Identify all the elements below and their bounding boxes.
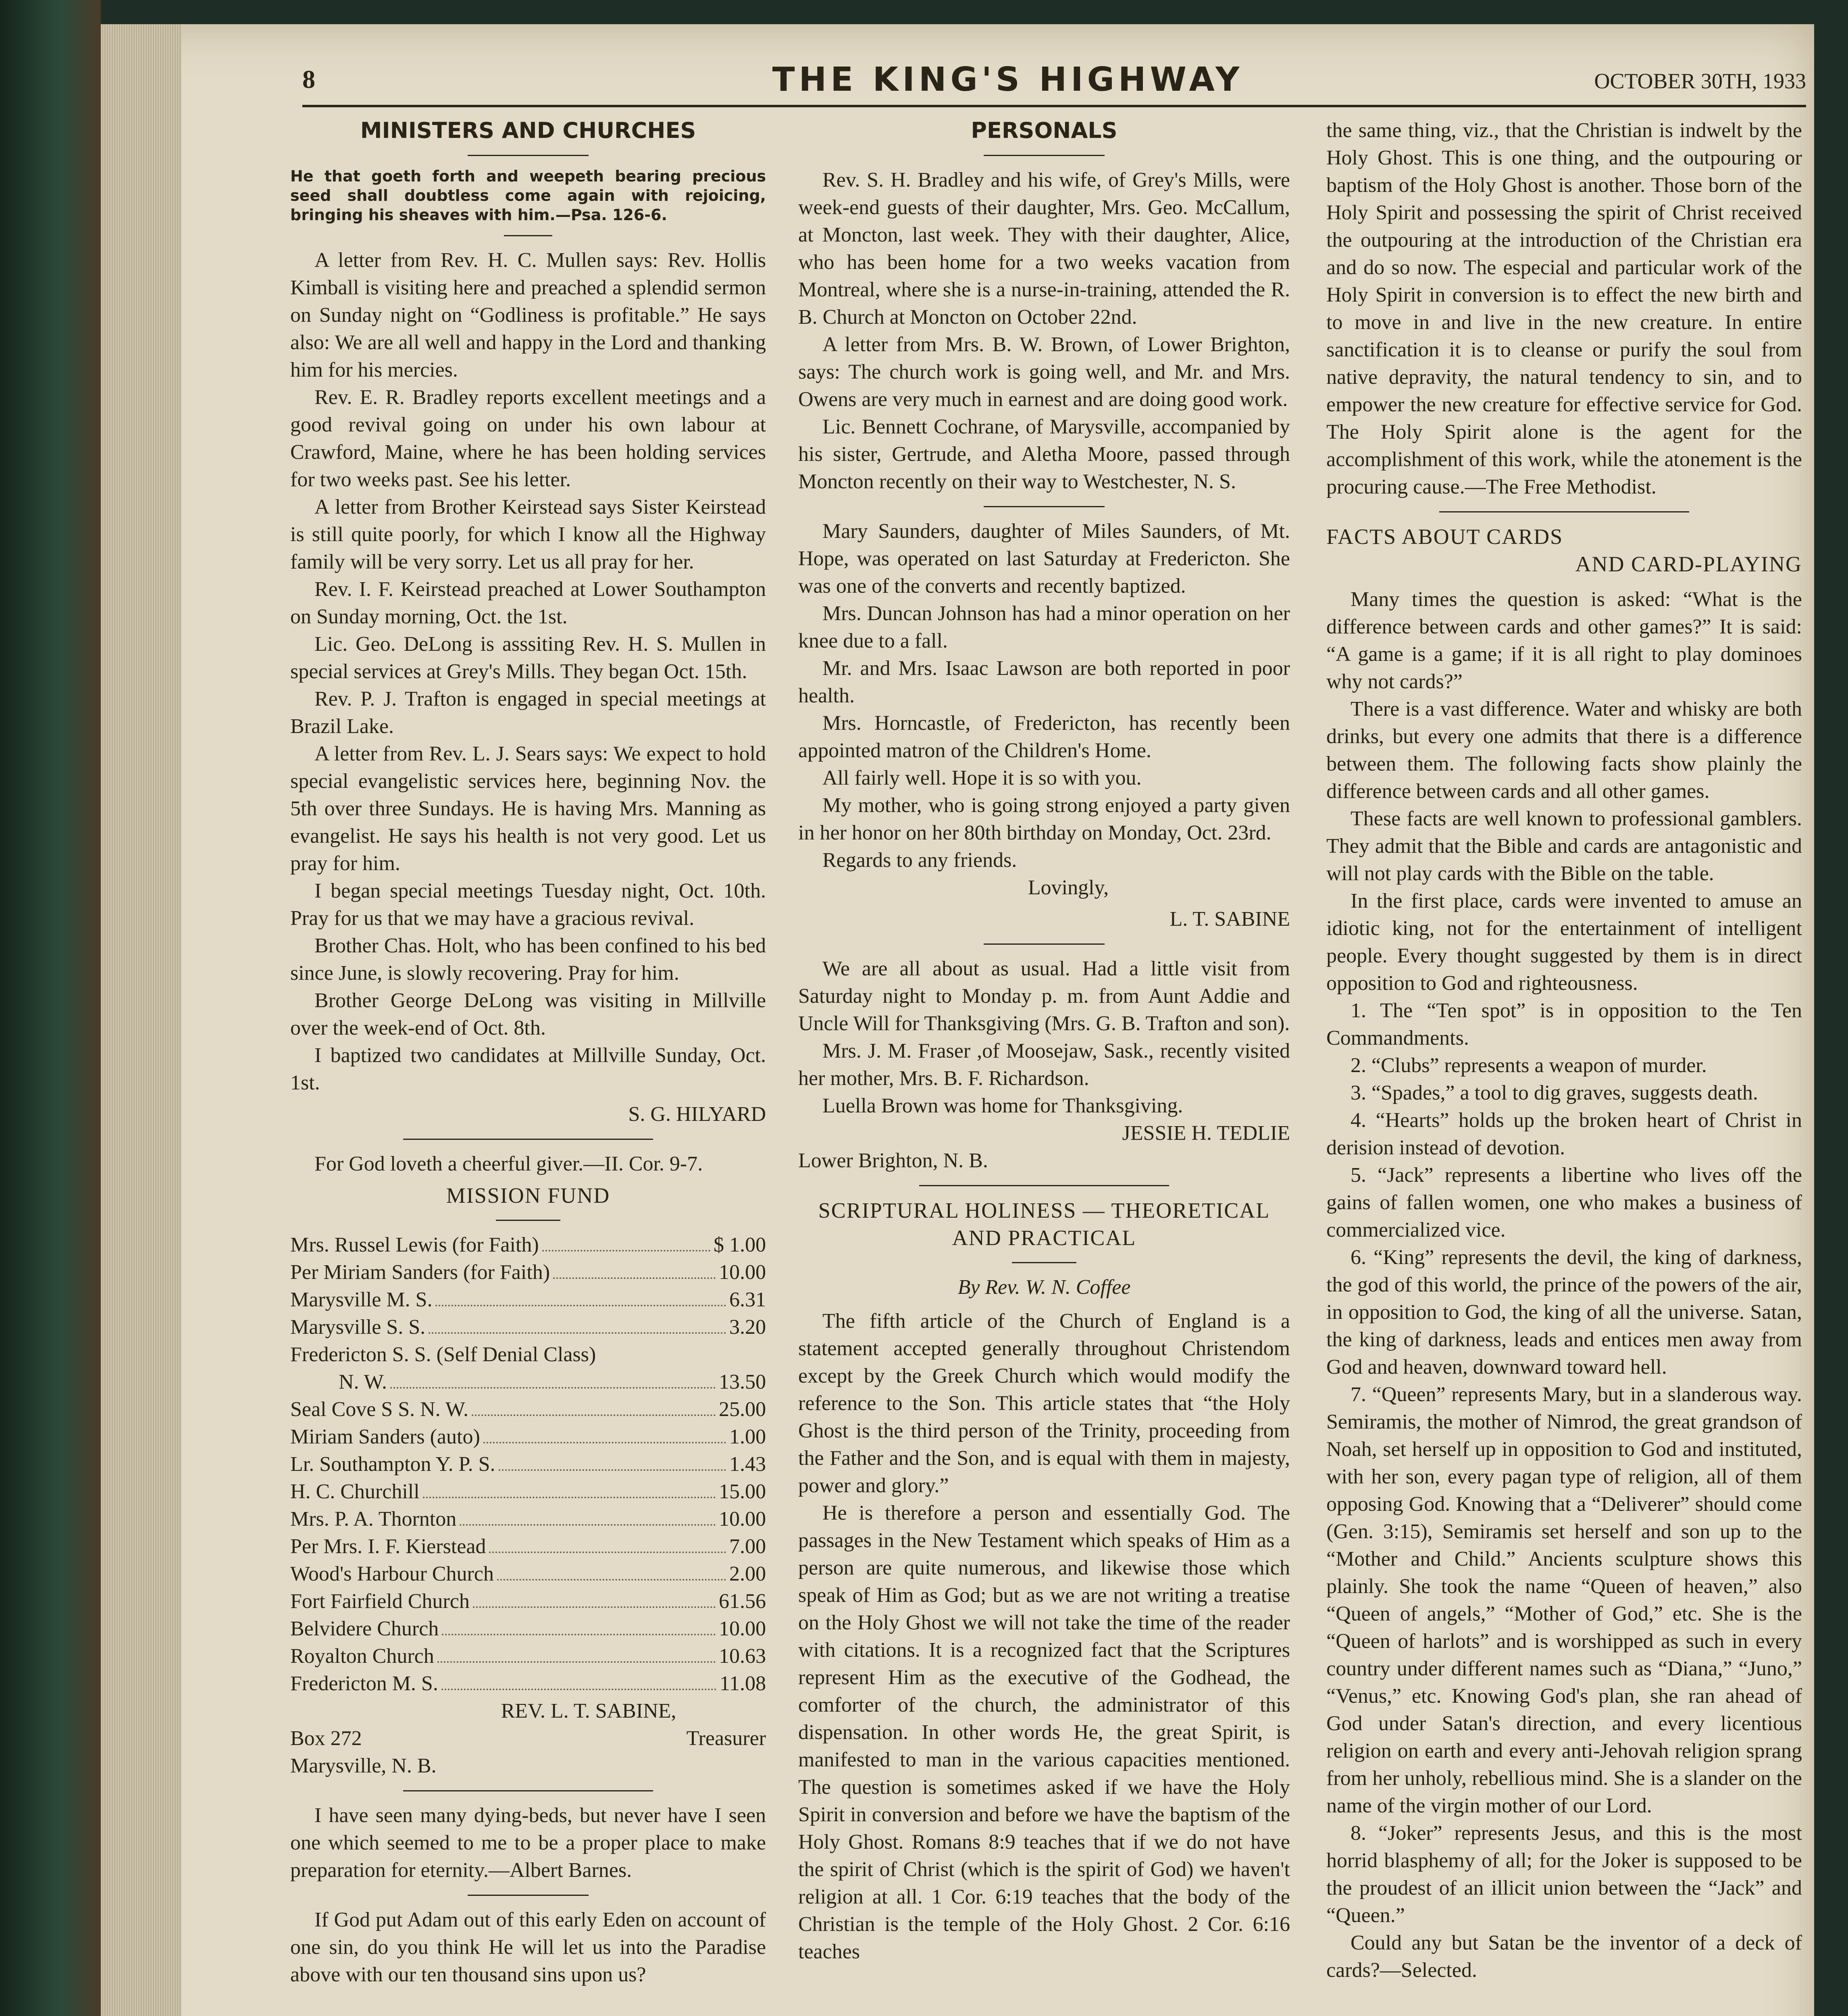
list-item: 2. “Clubs” represents a weapon of murder. bbox=[1351, 1054, 1707, 1077]
fund-row: N. W. 13.50 bbox=[339, 1370, 766, 1393]
fund-row: Fredericton S. S. (Self Denial Class) bbox=[290, 1343, 596, 1366]
paragraph: Luella Brown was home for Thanksgiving. bbox=[822, 1094, 1183, 1117]
divider bbox=[468, 155, 589, 156]
column-1 bbox=[290, 117, 766, 1989]
divider bbox=[403, 1139, 653, 1140]
divider bbox=[496, 1220, 560, 1221]
paragraph: the same thing, viz., that the Christian is indwelt by the Holy Ghost. This is one thing, and the outpouring or baptism of the Holy Ghost is another. Those born of the Holy Spirit and possessing the spirit of Christ received the outpouring at the introduction of the Christian era and do so now. The especial and particular work of the Holy Spirit in conversion is to effect the new birth and to move in and live in the new creature. In entire sanctification it is to cleanse or purify the soul from native depravity, the natural tendency to sin, and to empower the new creature for effective service for God. The Holy Spirit alone is the agent for the accomplishment of this work, while the atonement is the procuring cause.—The Free Methodist. bbox=[1326, 119, 1802, 498]
signature: JESSIE H. TEDLIE bbox=[1122, 1122, 1290, 1145]
list-item: 4. “Hearts” holds up the broken heart of Christ in derision instead of devotion. bbox=[1326, 1109, 1802, 1159]
fund-row: H. C. Churchill 15.00 bbox=[290, 1480, 766, 1503]
list-item: 5. “Jack” represents a libertine who lives off the gains of fallen women, one who makes a business of commercialized vice. bbox=[1326, 1164, 1802, 1241]
fund-row: Miriam Sanders (auto) 1.00 bbox=[290, 1425, 766, 1448]
paragraph: Brother Chas. Holt, who has been confined to his bed since June, is slowly recovering. Pray for him. bbox=[290, 934, 766, 985]
section-title: FACTS ABOUT CARDS bbox=[1326, 525, 1563, 549]
paragraph: Mrs. Duncan Johnson has had a minor operation on her knee due to a fall. bbox=[798, 602, 1290, 652]
fund-row: Per Mrs. I. F. Kierstead 7.00 bbox=[290, 1535, 766, 1558]
divider bbox=[984, 155, 1105, 156]
divider bbox=[984, 943, 1105, 945]
list-item: 8. “Joker” represents Jesus, and this is the most horrid blasphemy of all; for the Joker is supposed to be the proudest of an illicit union between the “Jack” and “Queen.” bbox=[1326, 1822, 1802, 1927]
signature: L. T. SABINE bbox=[1170, 908, 1290, 931]
treasurer-place: Marysville, N. B. bbox=[290, 1754, 437, 1777]
paragraph: Rev. P. J. Trafton is engaged in special meetings at Brazil Lake. bbox=[290, 687, 766, 738]
list-item: 3. “Spades,” a tool to dig graves, suggests death. bbox=[1351, 1081, 1758, 1104]
signature: S. G. HILYARD bbox=[628, 1103, 766, 1126]
fund-row: Belvidere Church 10.00 bbox=[290, 1617, 766, 1640]
paragraph: All fairly well. Hope it is so with you. bbox=[822, 766, 1142, 789]
article-title: SCRIPTURAL HOLINESS — THEORETICAL AND PRACTICAL bbox=[818, 1198, 1270, 1250]
paragraph: These facts are well known to professional gamblers. They admit that the Bible and cards are antagonistic and will not play cards with the Bible on the table. bbox=[1326, 807, 1802, 885]
page-header bbox=[210, 60, 1806, 113]
paragraph: For God loveth a cheerful giver.—II. Cor. 9-7. bbox=[314, 1152, 703, 1175]
fund-row: Mrs. P. A. Thornton 10.00 bbox=[290, 1508, 766, 1531]
box-number: Box 272 bbox=[290, 1727, 362, 1750]
paragraph: The fifth article of the Church of England is a statement accepted generally throughout Christendom except by the Greek Church which would modify the reference to the Son. This article states that “the Holy Ghost is the third person of the Trinity, proceeding from the Father and the Son, and is equal with them in majesty, power and glory.” bbox=[798, 1310, 1290, 1497]
scripture-motto: He that goeth forth and weepeth bearing precious seed shall doubtless come again with rejoicing, bringing his sheaves with him.—Psa. 126-6. bbox=[290, 167, 766, 224]
divider bbox=[1439, 511, 1689, 512]
column-3 bbox=[1326, 117, 1802, 1984]
paragraph: Rev. E. R. Bradley reports excellent meetings and a good revival going on under his own labour at Crawford, Maine, where he has been holding services for two weeks past. See his letter. bbox=[290, 386, 766, 491]
divider bbox=[984, 506, 1105, 507]
divider bbox=[403, 1790, 653, 1791]
list-item: 7. “Queen” represents Mary, but in a slanderous way. Semiramis, the mother of Nimrod, the great grandson of Noah, set herself up in opposition to God and instituted, with her son, every pagan type of religion, all of them opposing God. Knowing that a “Deliverer” should come (Gen. 3:15), Semiramis set herself and son up to the “Mother and Child.” Ancients sculpture shows this plainly. She took the name “Queen of heaven,” also “Queen of angels,” “Mother of God,” etc. She is the “Queen of harlots” and is worshipped as such in every country under different names such as “Diana,” “Juno,” “Venus,” etc. Knowing God's plan, she ran ahead of God under Satan's direction, and every licentious religion on earth and every anti-Jehovah religion sprang from her unholy, rebellious mind. She is a slander on the name of the virgin mother of our Lord. bbox=[1326, 1383, 1802, 1817]
paragraph: I began special meetings Tuesday night, Oct. 10th. Pray for us that we may have a gracious revival. bbox=[290, 879, 766, 930]
paragraph: I baptized two candidates at Millville Sunday, Oct. 1st. bbox=[290, 1044, 766, 1094]
divider bbox=[468, 1895, 589, 1896]
paragraph: A letter from Rev. H. C. Mullen says: Rev. Hollis Kimball is visiting here and preached a splendid sermon on Sunday night on “Godliness is profitable.” He says also: We are all well and happy in the Lord and thanking him for his mercies. bbox=[290, 249, 766, 381]
paragraph: A letter from Rev. L. J. Sears says: We expect to hold special evangelistic services here, beginning Nov. the 5th over three Sundays. He is having Mrs. Manning as evangelist. He says his health is not very good. Let us pray for him. bbox=[290, 742, 766, 875]
page-number: 8 bbox=[302, 65, 315, 94]
paragraph: Mary Saunders, daughter of Miles Saunders, of Mt. Hope, was operated on last Saturday at Fredericton. She was one of the converts and recently baptized. bbox=[798, 520, 1290, 598]
paragraph: Lic. Bennett Cochrane, of Marysville, accompanied by his sister, Gertrude, and Aletha Moore, passed through Moncton recently on their way to Westchester, N. S. bbox=[798, 415, 1290, 493]
fund-row: Fredericton M. S. 11.08 bbox=[290, 1672, 766, 1695]
paragraph: We are all about as usual. Had a little visit from Saturday night to Monday p. m. from Aunt Addie and Uncle Will for Thanksgiving (Mrs. G. B. Trafton and son). bbox=[798, 957, 1290, 1035]
signature-place: Lower Brighton, N. B. bbox=[798, 1149, 988, 1172]
paragraph: Brother George DeLong was visiting in Millville over the week-end of Oct. 8th. bbox=[290, 989, 766, 1039]
paragraph: Rev. I. F. Keirstead preached at Lower Southampton on Sunday morning, Oct. the 1st. bbox=[290, 578, 766, 628]
divider bbox=[1012, 1262, 1076, 1263]
paragraph: A letter from Brother Keirstead says Sister Keirstead is still quite poorly, for which I know all the Highway family will be very sorry. Let us all pray for her. bbox=[290, 496, 766, 573]
divider bbox=[919, 1185, 1169, 1186]
quote: I have seen many dying-beds, but never have I seen one which seemed to me to be a proper place to make preparation for eternity.—Albert Barnes. bbox=[290, 1804, 766, 1882]
paragraph: Could any but Satan be the inventor of a deck of cards?—Selected. bbox=[1326, 1931, 1802, 1982]
list-item: 1. The “Ten spot” is in opposition to the Ten Commandments. bbox=[1326, 999, 1802, 1050]
byline: By Rev. W. N. Coffee bbox=[957, 1276, 1131, 1299]
page-edges bbox=[101, 24, 181, 2016]
paragraph: Rev. S. H. Bradley and his wife, of Grey's Mills, were week-end guests of their daughter, Mrs. Geo. McCallum, at Moncton, last week. They with their daughter, Alice, who has been home for a two weeks vacation from Montreal, where she is a nurse-in-training, attended the R. B. Church at Moncton on October 22nd. bbox=[798, 169, 1290, 329]
fund-row: Seal Cove S S. N. W. 25.00 bbox=[290, 1398, 766, 1421]
section-title: MINISTERS AND CHURCHES bbox=[360, 118, 696, 143]
closing: Lovingly, bbox=[1028, 876, 1109, 899]
fund-row: Marysville M. S. 6.31 bbox=[290, 1288, 766, 1311]
paragraph: Mrs. Horncastle, of Fredericton, has recently been appointed matron of the Children's Home. bbox=[798, 712, 1290, 762]
fund-row: Mrs. Russel Lewis (for Faith) $ 1.00 bbox=[290, 1233, 766, 1256]
list-item: 6. “King” represents the devil, the king of darkness, the god of this world, the prince of the powers of the air, in opposition to God, the king of all the universe. Satan, the king of darkness, leads and entices men away from God and heaven, downward toward hell. bbox=[1326, 1246, 1802, 1379]
fund-list bbox=[290, 1231, 766, 1697]
paragraph: Many times the question is asked: “What is the difference between cards and other games?” It is said: “A game is a game; if it is all right to play dominoes why not cards?” bbox=[1326, 588, 1802, 693]
divider bbox=[504, 235, 552, 236]
paragraph: Lic. Geo. DeLong is asssiting Rev. H. S. Mullen in special services at Grey's Mills. They began Oct. 15th. bbox=[290, 633, 766, 683]
column-2 bbox=[798, 117, 1290, 1966]
treasurer-label: Treasurer bbox=[686, 1727, 766, 1750]
paragraph: Mr. and Mrs. Isaac Lawson are both reported in poor health. bbox=[798, 657, 1290, 707]
treasurer-name: REV. L. T. SABINE, bbox=[501, 1699, 676, 1722]
section-subtitle: AND CARD-PLAYING bbox=[1575, 552, 1802, 576]
fund-row: Fort Fairfield Church 61.56 bbox=[290, 1590, 766, 1613]
book-spine bbox=[0, 0, 101, 2016]
subsection-title: MISSION FUND bbox=[446, 1183, 610, 1208]
paragraph: My mother, who is going strong enjoyed a party given in her honor on her 80th birthday on Monday, Oct. 23rd. bbox=[798, 794, 1290, 844]
section-title: PERSONALS bbox=[971, 118, 1118, 143]
paragraph: He is therefore a person and essentially God. The passages in the New Testament which speaks of Him as a person are quite numerous, and likewise those which speak of Him as God; but as we are not writing a treatise on the Holy Ghost we will not take the time of the reader with citations. It is a recognized fact that the Scriptures represent Him as the executive of the Godhead, the comforter of the church, the administrator of this dispensation. In other words He, the great Spirit, is manifested to man in the various capacities mentioned. The question is sometimes asked if we have the Holy Spirit in conversion and before we have the baptism of the Holy Ghost. Romans 8:9 teaches that if we do not have the spirit of Christ (which is the spirit of God) we haven't religion at all. 1 Cor. 6:19 teaches that the body of the Christian is the temple of the Holy Ghost. 2 Cor. 6:16 teaches bbox=[798, 1502, 1290, 1963]
fund-row: Royalton Church 10.63 bbox=[290, 1645, 766, 1668]
paragraph: A letter from Mrs. B. W. Brown, of Lower Brighton, says: The church work is going well, and Mr. and Mrs. Owens are very much in earnest and are doing good work. bbox=[798, 333, 1290, 411]
fund-row: Lr. Southampton Y. P. S. 1.43 bbox=[290, 1453, 766, 1476]
issue-date: OCTOBER 30TH, 1933 bbox=[1594, 69, 1806, 93]
fund-row: Marysville S. S. 3.20 bbox=[290, 1316, 766, 1339]
header-rule bbox=[302, 105, 1806, 107]
fund-row: Per Miriam Sanders (for Faith) 10.00 bbox=[290, 1261, 766, 1284]
quote: If God put Adam out of this early Eden on account of one sin, do you think He will let us into the Paradise above with our ten thousand sins upon us? bbox=[290, 1908, 766, 1986]
paragraph: There is a vast difference. Water and whisky are both drinks, but every one admits that there is a difference between them. The following facts show plainly the difference between cards and all other games. bbox=[1326, 698, 1802, 803]
treasurer-line bbox=[290, 1725, 766, 1752]
masthead: THE KING'S HIGHWAY bbox=[772, 60, 1244, 99]
paragraph: Regards to any friends. bbox=[822, 849, 1017, 872]
paragraph: Mrs. J. M. Fraser ,of Moosejaw, Sask., recently visited her mother, Mrs. B. F. Richardson. bbox=[798, 1039, 1290, 1090]
paragraph: In the first place, cards were invented to amuse an idiotic king, not for the entertainment of intelligent people. Every thought suggested by them is in direct opposition to God and righteousness. bbox=[1326, 889, 1802, 995]
fund-row: Wood's Harbour Church 2.00 bbox=[290, 1562, 766, 1585]
